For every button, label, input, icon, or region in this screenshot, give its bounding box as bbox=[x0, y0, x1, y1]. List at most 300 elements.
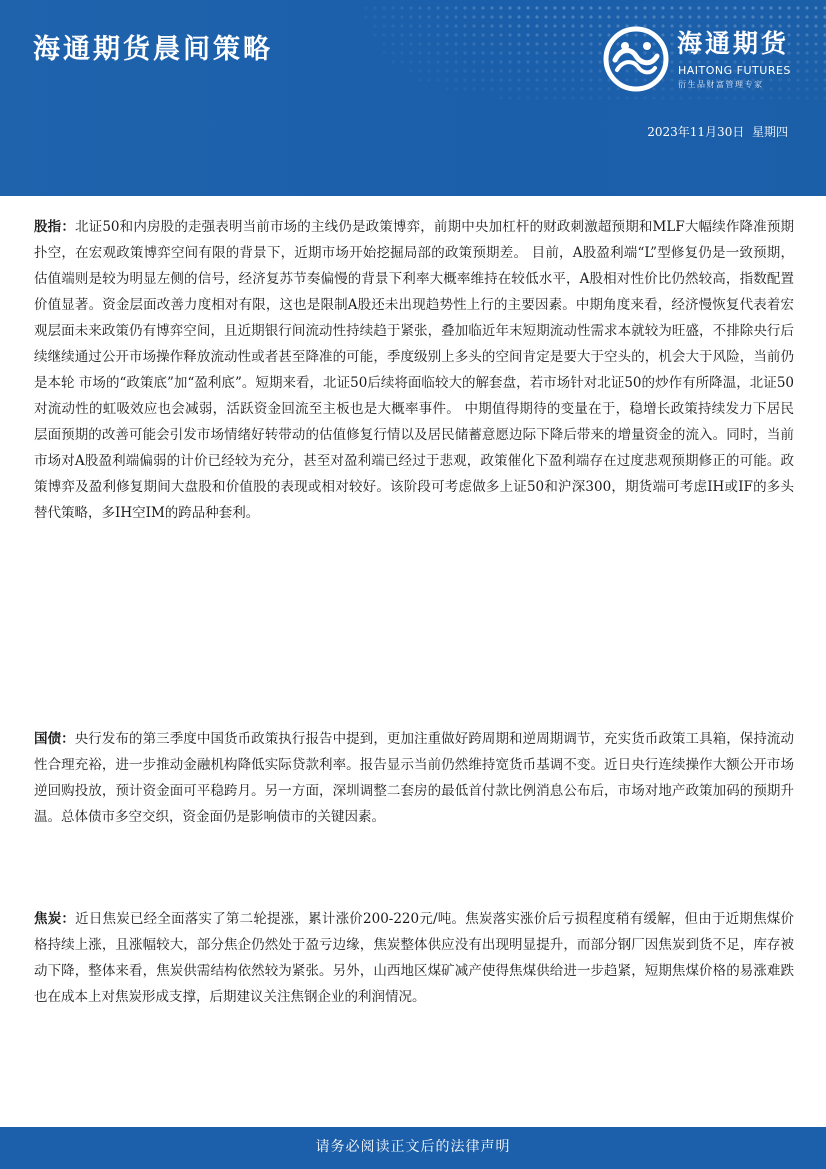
decor-dot bbox=[400, 42, 403, 45]
decor-dot bbox=[517, 24, 520, 27]
decor-dot bbox=[535, 69, 538, 72]
decor-dot bbox=[508, 24, 511, 27]
decor-dot bbox=[436, 24, 439, 27]
decor-dot bbox=[562, 42, 565, 45]
decor-dot bbox=[391, 33, 394, 36]
decor-dot bbox=[427, 33, 430, 36]
date-text: 2023年11月30日 bbox=[647, 125, 745, 139]
decor-dot bbox=[814, 69, 817, 72]
decor-dot bbox=[409, 42, 412, 45]
decor-dot bbox=[814, 42, 817, 45]
decor-dot bbox=[472, 51, 475, 54]
decor-dot bbox=[445, 24, 448, 27]
decor-dot bbox=[418, 6, 421, 9]
decor-dot bbox=[571, 6, 574, 9]
decor-dot bbox=[589, 60, 592, 63]
decor-dot bbox=[787, 96, 790, 99]
decor-dot bbox=[598, 96, 601, 99]
decor-dot bbox=[580, 15, 583, 18]
decor-dot bbox=[499, 24, 502, 27]
decor-dot bbox=[364, 15, 367, 18]
decor-dot bbox=[580, 51, 583, 54]
decor-dot bbox=[445, 6, 448, 9]
decor-dot bbox=[409, 69, 412, 72]
decor-dot bbox=[526, 78, 529, 81]
decor-dot bbox=[544, 6, 547, 9]
decor-dot bbox=[589, 24, 592, 27]
decor-dot bbox=[571, 33, 574, 36]
decor-dot bbox=[724, 96, 727, 99]
decor-dot bbox=[490, 78, 493, 81]
decor-dot bbox=[652, 96, 655, 99]
decor-dot bbox=[418, 78, 421, 81]
decor-dot bbox=[445, 87, 448, 90]
decor-dot bbox=[436, 6, 439, 9]
decor-dot bbox=[634, 96, 637, 99]
decor-dot bbox=[544, 60, 547, 63]
decor-dot bbox=[634, 15, 637, 18]
decor-dot bbox=[571, 24, 574, 27]
decor-dot bbox=[805, 15, 808, 18]
decor-dot bbox=[571, 60, 574, 63]
decor-dot bbox=[553, 87, 556, 90]
decor-dot bbox=[436, 51, 439, 54]
decor-dot bbox=[517, 33, 520, 36]
decor-dot bbox=[436, 33, 439, 36]
decor-dot bbox=[517, 78, 520, 81]
decor-dot bbox=[427, 51, 430, 54]
decor-dot bbox=[562, 87, 565, 90]
decor-dot bbox=[400, 33, 403, 36]
decor-dot bbox=[580, 6, 583, 9]
decor-dot bbox=[463, 78, 466, 81]
decor-dot bbox=[553, 6, 556, 9]
decor-dot bbox=[697, 96, 700, 99]
logo-english-name: HAITONG FUTURES bbox=[678, 64, 791, 77]
decor-dot bbox=[598, 24, 601, 27]
decor-dot bbox=[418, 69, 421, 72]
decor-dot bbox=[499, 33, 502, 36]
decor-dot bbox=[454, 78, 457, 81]
decor-dot bbox=[490, 33, 493, 36]
decor-dot bbox=[544, 15, 547, 18]
decor-dot bbox=[481, 24, 484, 27]
decor-dot bbox=[391, 24, 394, 27]
decor-dot bbox=[562, 33, 565, 36]
decor-dot bbox=[661, 96, 664, 99]
decor-dot bbox=[607, 96, 610, 99]
decor-dot bbox=[814, 96, 817, 99]
decor-dot bbox=[499, 96, 502, 99]
decor-dot bbox=[400, 15, 403, 18]
decor-dot bbox=[400, 24, 403, 27]
decor-dot bbox=[571, 51, 574, 54]
decor-dot bbox=[553, 69, 556, 72]
decor-dot bbox=[814, 15, 817, 18]
decor-dot bbox=[418, 15, 421, 18]
decor-dot bbox=[508, 69, 511, 72]
decor-dot bbox=[382, 33, 385, 36]
decor-dot bbox=[481, 51, 484, 54]
footer-text: 请务必阅读正文后的法律声明 bbox=[315, 1139, 511, 1155]
decor-dot bbox=[409, 60, 412, 63]
decor-dot bbox=[535, 87, 538, 90]
decor-dot bbox=[589, 51, 592, 54]
decor-dot bbox=[490, 6, 493, 9]
decor-dot bbox=[544, 69, 547, 72]
decor-dot bbox=[391, 60, 394, 63]
legal-notice-footer bbox=[0, 1127, 826, 1169]
decor-dot bbox=[445, 51, 448, 54]
decor-dot bbox=[535, 42, 538, 45]
decor-dot bbox=[796, 96, 799, 99]
decor-dot bbox=[634, 6, 637, 9]
decor-dot bbox=[508, 60, 511, 63]
decor-dot bbox=[553, 33, 556, 36]
decor-dot bbox=[481, 15, 484, 18]
decor-dot bbox=[490, 24, 493, 27]
decor-dot bbox=[544, 87, 547, 90]
decor-dot bbox=[751, 96, 754, 99]
decor-dot bbox=[382, 42, 385, 45]
decor-dot bbox=[490, 69, 493, 72]
decor-dot bbox=[679, 96, 682, 99]
decor-dot bbox=[490, 60, 493, 63]
decor-dot bbox=[589, 87, 592, 90]
decor-dot bbox=[526, 15, 529, 18]
decor-dot bbox=[526, 6, 529, 9]
decor-dot bbox=[526, 87, 529, 90]
decor-dot bbox=[391, 42, 394, 45]
decor-dot bbox=[805, 96, 808, 99]
decor-dot bbox=[499, 87, 502, 90]
decor-dot bbox=[508, 87, 511, 90]
decor-dot bbox=[454, 24, 457, 27]
decor-dot bbox=[751, 15, 754, 18]
decor-dot bbox=[454, 51, 457, 54]
decor-dot bbox=[382, 6, 385, 9]
decor-dot bbox=[553, 24, 556, 27]
decor-dot bbox=[517, 6, 520, 9]
decor-dot bbox=[553, 78, 556, 81]
section-label-coke: 焦炭： bbox=[34, 911, 76, 927]
decor-dot bbox=[760, 6, 763, 9]
decor-dot bbox=[472, 15, 475, 18]
decor-dot bbox=[373, 33, 376, 36]
decor-dot bbox=[769, 6, 772, 9]
decor-dot bbox=[517, 96, 520, 99]
decor-dot bbox=[607, 15, 610, 18]
decor-dot bbox=[373, 15, 376, 18]
decor-dot bbox=[814, 6, 817, 9]
decor-dot bbox=[562, 78, 565, 81]
decor-dot bbox=[463, 42, 466, 45]
decor-dot bbox=[490, 87, 493, 90]
decor-dot bbox=[589, 42, 592, 45]
decor-dot bbox=[463, 51, 466, 54]
decor-dot bbox=[436, 42, 439, 45]
decor-dot bbox=[463, 69, 466, 72]
decor-dot bbox=[553, 15, 556, 18]
decor-dot bbox=[544, 78, 547, 81]
decor-dot bbox=[598, 42, 601, 45]
decor-dot bbox=[679, 6, 682, 9]
decor-dot bbox=[508, 15, 511, 18]
decor-dot bbox=[454, 69, 457, 72]
decor-dot bbox=[454, 60, 457, 63]
stock-index-section bbox=[34, 214, 794, 526]
decor-dot bbox=[589, 69, 592, 72]
report-date bbox=[647, 123, 788, 140]
decor-dot bbox=[472, 69, 475, 72]
decor-dot bbox=[427, 15, 430, 18]
decor-dot bbox=[373, 24, 376, 27]
decor-dot bbox=[580, 33, 583, 36]
decor-dot bbox=[535, 24, 538, 27]
decor-dot bbox=[436, 78, 439, 81]
decor-dot bbox=[589, 33, 592, 36]
decor-dot bbox=[463, 24, 466, 27]
decor-dot bbox=[580, 42, 583, 45]
decor-dot bbox=[733, 15, 736, 18]
decor-dot bbox=[598, 6, 601, 9]
decor-dot bbox=[490, 51, 493, 54]
section-text-coke: 近日焦炭已经全面落实了第二轮提涨，累计涨价200-220元/吨。焦炭落实涨价后亏损程度稍有缓解，但由于近期焦煤价格持续上涨，且涨幅较大，部分焦企仍然处于盈亏边缘，焦炭整体供应没有出现明显提升，而部分钢厂因焦炭到货不足，库存被动下降，整体来看，焦炭供需结构依然较为紧张。另外，山西地区煤矿减产使得焦煤供给进一步趋紧，短期焦煤价格的易涨难跌也在成本上对焦炭形成支撑，后期建议关注焦钢企业的利润情况。 bbox=[34, 911, 795, 1005]
decor-dot bbox=[499, 15, 502, 18]
decor-dot bbox=[517, 42, 520, 45]
decor-dot bbox=[391, 15, 394, 18]
decor-dot bbox=[643, 15, 646, 18]
decor-dot bbox=[418, 33, 421, 36]
decor-dot bbox=[427, 69, 430, 72]
decor-dot bbox=[814, 60, 817, 63]
decor-dot bbox=[535, 96, 538, 99]
decor-dot bbox=[517, 51, 520, 54]
decor-dot bbox=[391, 6, 394, 9]
decor-dot bbox=[751, 6, 754, 9]
decor-dot bbox=[472, 33, 475, 36]
decor-dot bbox=[814, 24, 817, 27]
decor-dot bbox=[706, 96, 709, 99]
decor-dot bbox=[742, 96, 745, 99]
decor-dot bbox=[454, 42, 457, 45]
decor-dot bbox=[562, 96, 565, 99]
decor-dot bbox=[526, 42, 529, 45]
decor-dot bbox=[598, 51, 601, 54]
decor-dot bbox=[571, 87, 574, 90]
decor-dot bbox=[787, 15, 790, 18]
decor-dot bbox=[454, 6, 457, 9]
decor-dot bbox=[508, 33, 511, 36]
decor-dot bbox=[625, 6, 628, 9]
decor-dot bbox=[535, 51, 538, 54]
decor-dot bbox=[661, 6, 664, 9]
decor-dot bbox=[526, 96, 529, 99]
section-label-stock: 股指： bbox=[34, 219, 75, 235]
decor-dot bbox=[715, 6, 718, 9]
decor-dot bbox=[589, 78, 592, 81]
section-text-bond: 央行发布的第三季度中国货币政策执行报告中提到，更加注重做好跨周期和逆周期调节，充实货币政策工具箱，保持流动性合理充裕，进一步推动金融机构降低实际贷款利率。报告显示当前仍然维持宽货币基调不变。近日央行连续操作大额公开市场逆回购投放，预计资金面可平稳跨月。另一方面，深圳调整二套房的最低首付款比例消息公布后，市场对地产政策加码的预期升温。总体债市多空交织，资金面仍是影响债市的关键因素。 bbox=[34, 731, 794, 825]
decor-dot bbox=[733, 6, 736, 9]
company-logo bbox=[603, 24, 809, 94]
decor-dot bbox=[769, 96, 772, 99]
decor-dot bbox=[553, 42, 556, 45]
section-text-stock: 北证50和内房股的走强表明当前市场的主线仍是政策博弈，前期中央加杠杆的财政刺激超预期和MLF大幅续作降准预期扑空，在宏观政策博弈空间有限的背景下，近期市场开始挖掘局部的政策预期差。 目前，A股盈利端“L”型修复仍是一致预期，估值端则是较为明显左侧的信号，经济复苏节奏偏慢的背景下利率大概率维持在较低水平，A股相对性价比仍然较高，指数配置价值显著。资金层面改善力度相对有限，这也是限制A股还未出现趋势性上行的主要因素。中期角度来看，经济慢恢复代表着宏观层面未来政策仍有博弈空间，且近期银行间流动性持续趋于紧张，叠加临近年末短期流动性需求本就较为旺盛，不排除央行后续继续通过公开市场操作释放流动性或者甚至降准的可能，季度级别上多头的空间肯定是要大于空头的，机会大于风险，当前仍是本轮 市场的“政策底”加“盈利底”。短期来看，北证50后续将面临较大的解套盘，若市场针对北证50的炒作有所降温，北证50对流动性的虹吸效应也会减弱，活跃资金回流至主板也是大概率事件。 中期值得期待的变量在于，稳增长政策持续发力下居民层面预期的改善可能会引发市场情绪好转带动的估值修复行情以及居民储蓄意愿边际下降后带来的增量资金的流入。同时，当前市场对A股盈利端偏弱的计价已经较为充分，甚至对盈利端已经过于悲观，政策催化下盈利端存在过度悲观预期修正的可能。政策博弈及盈利修复期间大盘股和价值股的表现或相对较好。该阶段可考虑做多上证50和沪深300，期货端可考虑IH或IF的多头替代策略，多IH空IM的跨品种套利。 bbox=[34, 219, 794, 521]
decor-dot bbox=[427, 78, 430, 81]
decor-dot bbox=[481, 87, 484, 90]
decor-dot bbox=[418, 60, 421, 63]
decor-dot bbox=[562, 60, 565, 63]
logo-slogan: 衍生品财富管理专家 bbox=[678, 80, 764, 89]
decor-dot bbox=[760, 96, 763, 99]
decor-dot bbox=[796, 15, 799, 18]
decor-dot bbox=[481, 6, 484, 9]
decor-dot bbox=[481, 60, 484, 63]
decor-dot bbox=[427, 24, 430, 27]
decor-dot bbox=[724, 15, 727, 18]
decor-dot bbox=[463, 15, 466, 18]
decor-dot bbox=[517, 87, 520, 90]
decor-dot bbox=[517, 69, 520, 72]
decor-dot bbox=[598, 87, 601, 90]
decor-dot bbox=[427, 6, 430, 9]
decor-dot bbox=[445, 69, 448, 72]
decor-dot bbox=[472, 42, 475, 45]
decor-dot bbox=[814, 87, 817, 90]
decor-dot bbox=[544, 96, 547, 99]
decor-dot bbox=[517, 15, 520, 18]
decor-dot bbox=[454, 33, 457, 36]
decor-dot bbox=[526, 51, 529, 54]
decor-dot bbox=[805, 6, 808, 9]
decor-dot bbox=[598, 69, 601, 72]
decor-dot bbox=[373, 6, 376, 9]
decor-dot bbox=[508, 78, 511, 81]
decor-dot bbox=[688, 6, 691, 9]
decor-dot bbox=[445, 42, 448, 45]
decor-dot bbox=[796, 6, 799, 9]
page-header bbox=[0, 0, 826, 196]
decor-dot bbox=[535, 33, 538, 36]
decor-dot bbox=[544, 33, 547, 36]
decor-dot bbox=[670, 96, 673, 99]
decor-dot bbox=[400, 60, 403, 63]
decor-dot bbox=[598, 15, 601, 18]
decor-dot bbox=[463, 60, 466, 63]
decor-dot bbox=[562, 24, 565, 27]
decor-dot bbox=[598, 60, 601, 63]
decor-dot bbox=[517, 60, 520, 63]
decor-dot bbox=[508, 6, 511, 9]
decor-dot bbox=[409, 24, 412, 27]
decor-dot bbox=[418, 24, 421, 27]
decor-dot bbox=[508, 96, 511, 99]
decor-dot bbox=[733, 96, 736, 99]
decor-dot bbox=[409, 15, 412, 18]
decor-dot bbox=[481, 78, 484, 81]
decor-dot bbox=[418, 51, 421, 54]
decor-dot bbox=[400, 51, 403, 54]
decor-dot bbox=[472, 78, 475, 81]
decor-dot bbox=[409, 6, 412, 9]
decor-dot bbox=[454, 87, 457, 90]
decor-dot bbox=[472, 87, 475, 90]
decor-dot bbox=[463, 33, 466, 36]
decor-dot bbox=[409, 33, 412, 36]
decor-dot bbox=[652, 6, 655, 9]
decor-dot bbox=[526, 69, 529, 72]
decor-dot bbox=[382, 24, 385, 27]
decor-dot bbox=[400, 6, 403, 9]
decor-dot bbox=[508, 51, 511, 54]
decor-dot bbox=[445, 78, 448, 81]
decor-dot bbox=[481, 33, 484, 36]
logo-emblem-icon bbox=[603, 26, 669, 92]
decor-dot bbox=[553, 51, 556, 54]
decor-dot bbox=[436, 15, 439, 18]
decor-dot bbox=[580, 78, 583, 81]
decor-dot bbox=[427, 42, 430, 45]
decor-dot bbox=[670, 6, 673, 9]
decor-dot bbox=[616, 15, 619, 18]
decor-dot bbox=[499, 69, 502, 72]
decor-dot bbox=[688, 15, 691, 18]
decor-dot bbox=[589, 15, 592, 18]
decor-dot bbox=[580, 69, 583, 72]
decor-dot bbox=[553, 60, 556, 63]
decor-dot bbox=[562, 51, 565, 54]
decor-dot bbox=[571, 96, 574, 99]
decor-dot bbox=[490, 15, 493, 18]
decor-dot bbox=[778, 6, 781, 9]
decor-dot bbox=[778, 96, 781, 99]
decor-dot bbox=[472, 24, 475, 27]
decor-dot bbox=[598, 33, 601, 36]
decor-dot bbox=[643, 96, 646, 99]
decor-dot bbox=[571, 69, 574, 72]
decor-dot bbox=[580, 87, 583, 90]
decor-dot bbox=[679, 15, 682, 18]
decor-dot bbox=[598, 78, 601, 81]
decor-dot bbox=[364, 6, 367, 9]
decor-dot bbox=[544, 24, 547, 27]
decor-dot bbox=[814, 78, 817, 81]
decor-dot bbox=[742, 15, 745, 18]
decor-dot bbox=[616, 6, 619, 9]
decor-dot bbox=[697, 6, 700, 9]
section-label-bond: 国债： bbox=[34, 731, 75, 747]
decor-dot bbox=[625, 96, 628, 99]
decor-dot bbox=[445, 15, 448, 18]
decor-dot bbox=[499, 51, 502, 54]
decor-dot bbox=[535, 60, 538, 63]
decor-dot bbox=[580, 24, 583, 27]
decor-dot bbox=[724, 6, 727, 9]
decor-dot bbox=[436, 69, 439, 72]
decor-dot bbox=[499, 6, 502, 9]
decor-dot bbox=[445, 60, 448, 63]
logo-name: 海通期货 bbox=[677, 29, 790, 58]
decor-dot bbox=[706, 15, 709, 18]
decor-dot bbox=[508, 42, 511, 45]
decor-dot bbox=[499, 60, 502, 63]
coke-section bbox=[34, 906, 794, 1010]
decor-dot bbox=[553, 96, 556, 99]
decor-dot bbox=[625, 15, 628, 18]
decor-dot bbox=[670, 15, 673, 18]
decor-dot bbox=[580, 96, 583, 99]
decor-dot bbox=[535, 78, 538, 81]
